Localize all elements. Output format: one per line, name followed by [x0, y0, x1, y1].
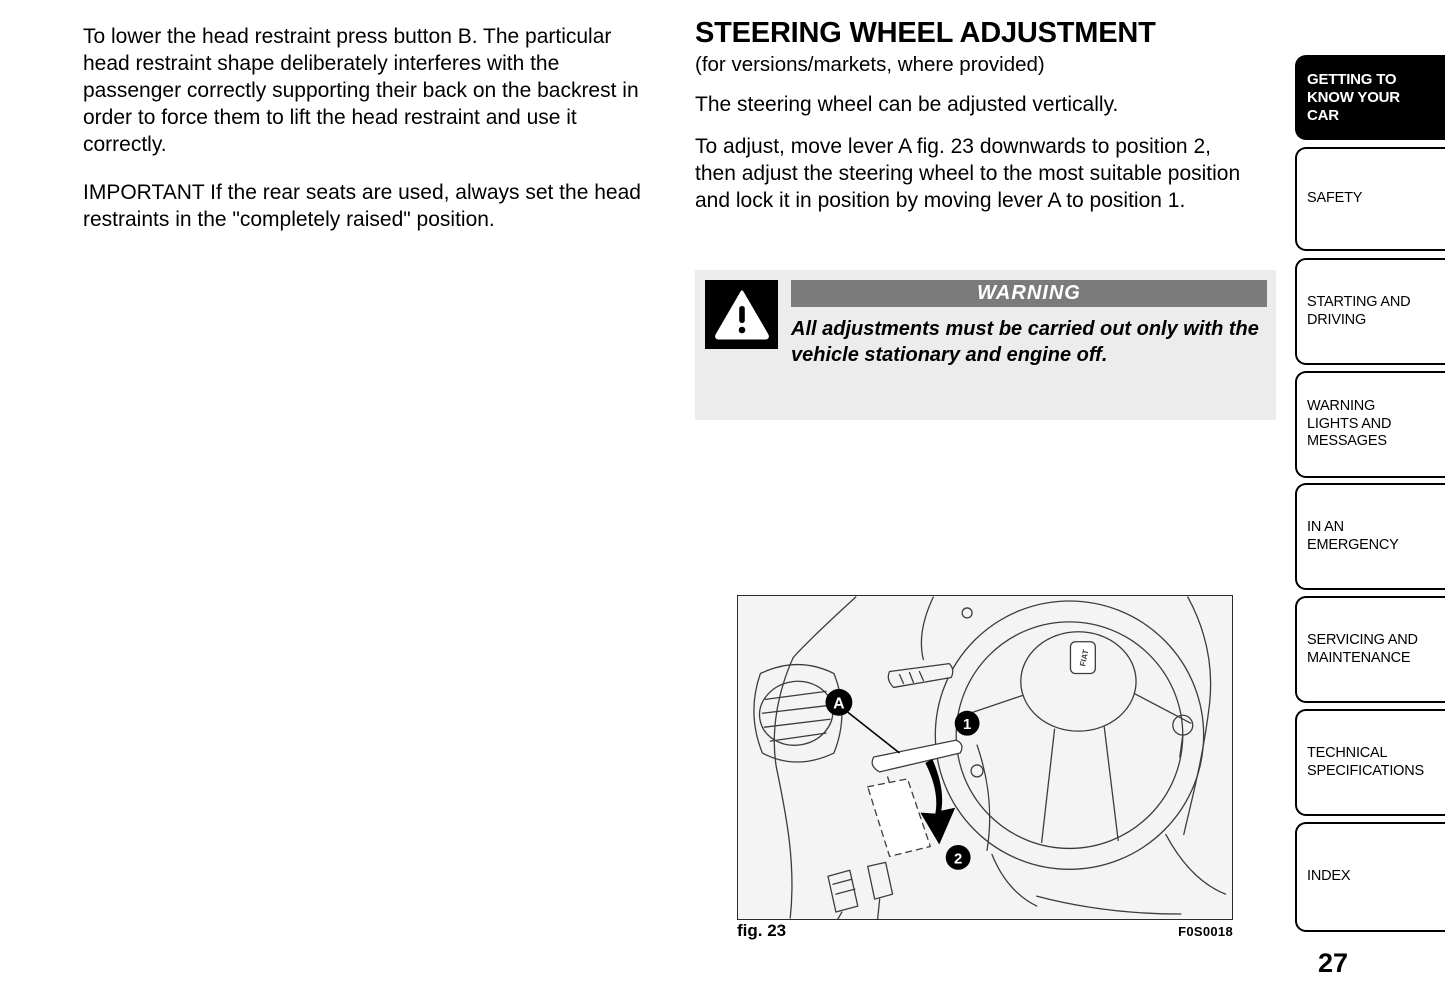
tab-label: INDEX: [1307, 868, 1351, 885]
head-restraint-paragraph: To lower the head restraint press button B. The particular head restraint shape deliberately interferes with the passenger correctly supporting their back on the backrest in order to force them to lift the head restraint and use it correctly.: [83, 25, 639, 156]
callout-1-badge: [955, 711, 980, 736]
tab-index[interactable]: [1295, 822, 1445, 932]
svg-text:A: A: [833, 695, 845, 713]
svg-text:2: 2: [954, 851, 963, 868]
main-column: [695, 18, 1243, 214]
tab-label: WARNING LIGHTS AND MESSAGES: [1307, 398, 1392, 450]
steering-wheel-rim-outer: [935, 601, 1203, 869]
figure-caption: fig. 23: [737, 921, 787, 940]
tab-starting-and-driving[interactable]: [1295, 258, 1445, 365]
tab-label: SAFETY: [1307, 190, 1363, 207]
figure-code: F0S0018: [1178, 924, 1233, 939]
left-text-column: [83, 24, 663, 234]
svg-text:FIAT: FIAT: [1078, 648, 1091, 668]
warning-body-text: All adjustments must be carried out only with the vehicle stationary and engine off.: [791, 318, 1259, 367]
page-number: 27: [1318, 948, 1349, 978]
section-subtitle: (for versions/markets, where provided): [695, 52, 1045, 76]
section-tab-bar: [1295, 0, 1445, 998]
fiat-logo: [1070, 642, 1095, 674]
callout-2-badge: [946, 845, 971, 870]
tab-label: STARTING AND DRIVING: [1307, 294, 1411, 328]
tab-label: SERVICING AND MAINTENANCE: [1307, 632, 1418, 666]
tab-safety[interactable]: [1295, 147, 1445, 251]
warning-header: WARNING: [791, 280, 1267, 307]
figure-23-drawing: [737, 595, 1233, 920]
callout-a-badge: [825, 689, 852, 716]
pedal: [828, 870, 858, 912]
steering-paragraph-1: The steering wheel can be adjusted vertically.: [695, 92, 1119, 116]
adjustment-lever: [872, 740, 962, 772]
tab-label: IN AN EMERGENCY: [1307, 519, 1399, 553]
tab-getting-to-know-your-car[interactable]: [1295, 55, 1445, 140]
tab-servicing-and-maintenance[interactable]: [1295, 596, 1445, 703]
section-title: STEERING WHEEL ADJUSTMENT: [695, 17, 1156, 49]
steering-paragraph-2: To adjust, move lever A fig. 23 downwards to position 2, then adjust the steering wheel to the most suitable position and lock it in position by moving lever A to position 1.: [695, 134, 1241, 212]
pedal: [868, 862, 893, 899]
arrow-down-icon: [920, 759, 955, 844]
tab-technical-specifications[interactable]: [1295, 709, 1445, 816]
warning-box: [695, 270, 1276, 420]
tab-label: GETTING TO KNOW YOUR CAR: [1307, 70, 1400, 124]
svg-text:1: 1: [962, 717, 972, 734]
important-note-paragraph: IMPORTANT If the rear seats are used, always set the head restraints in the "completely raised" position.: [83, 181, 641, 232]
tab-in-an-emergency[interactable]: [1295, 483, 1445, 590]
adjustment-lever-dashed: [868, 779, 931, 857]
steering-wheel-diagram: [738, 596, 1232, 919]
tab-warning-lights-and-messages[interactable]: [1295, 371, 1445, 478]
tab-label: TECHNICAL SPECIFICATIONS: [1307, 745, 1424, 779]
warning-triangle-icon: [705, 280, 778, 349]
